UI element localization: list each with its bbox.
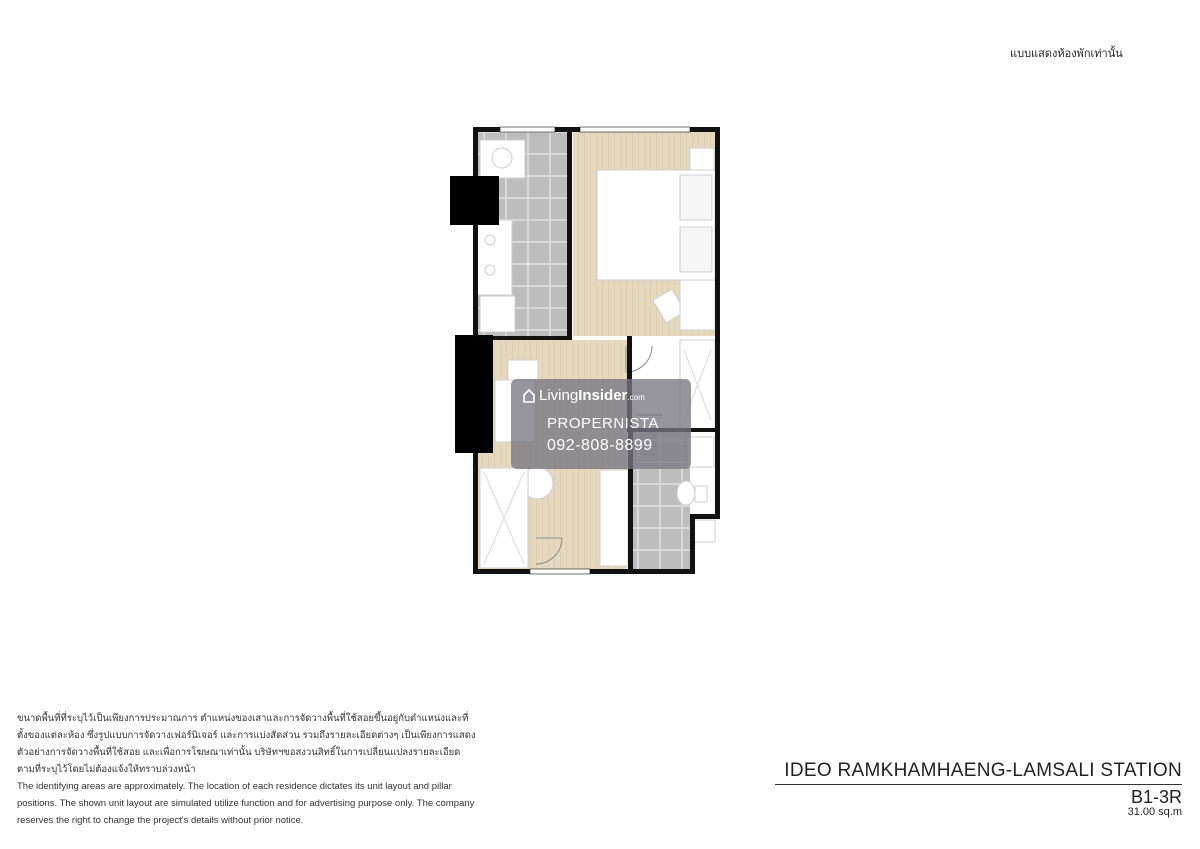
project-name: IDEO RAMKHAMHAENG-LAMSALI STATION [784,760,1182,781]
sink-counter [477,220,512,295]
unit-area: 31.00 sq.m [1127,806,1182,818]
unit-type: B1-3R [1130,787,1182,807]
plan-note: แบบแสดงห้องพักเท่านั้น [1010,48,1123,60]
fridge [480,140,525,178]
disclaimer-english: The identifying areas are approximately. The location of each residence dictates its unit layout and pillar positions. The shown unit layout are simulated utilize function and for advertising purpose only. The company reserves the right to change the project's details without prior notice. [17,781,475,826]
brand-logo [539,387,645,404]
title-divider [775,784,1182,785]
toilet [677,481,695,505]
disclaimer-thai: ขนาดพื้นที่ที่ระบุไว้เป็นเพียงการประมาณการ ตำแหน่งของเสาและการจัดวางพื้นที่ใช้สอยขึ้นอยู่กับตำแหน่งและที่ตั้งของแต่ละห้อง ซึ่งรูปแบบการจัดวางเฟอร์นิเจอร์ และการแบ่งสัดส่วน รวมถึงรายละเอียดต่างๆ เป็นเพียงการแสดงตัวอย่างการจัดวางพื้นที่ใช้สอย และเพื่อการโฆษณาเท่านั้น บริษัทฯขอสงวนสิทธิ์ในการเปลี่ยนแปลงรายละเอียดตามที่ระบุไว้โดยไม่ต้องแจ้งให้ทราบล่วงหน้า [17,713,476,775]
brand-domain: .com [627,393,645,402]
basin [688,437,714,467]
watermark [511,379,691,469]
brand-bold: Insider [578,387,628,404]
agent-name: PROPERNISTA [547,415,659,432]
column-top [450,176,499,225]
house-logo-icon [523,389,535,403]
agent-phone: 092-808-8899 [547,437,653,454]
brand-light: Living [539,387,579,404]
disclaimer [17,710,477,829]
column-bottom [455,335,493,453]
floor-plan [440,110,740,590]
